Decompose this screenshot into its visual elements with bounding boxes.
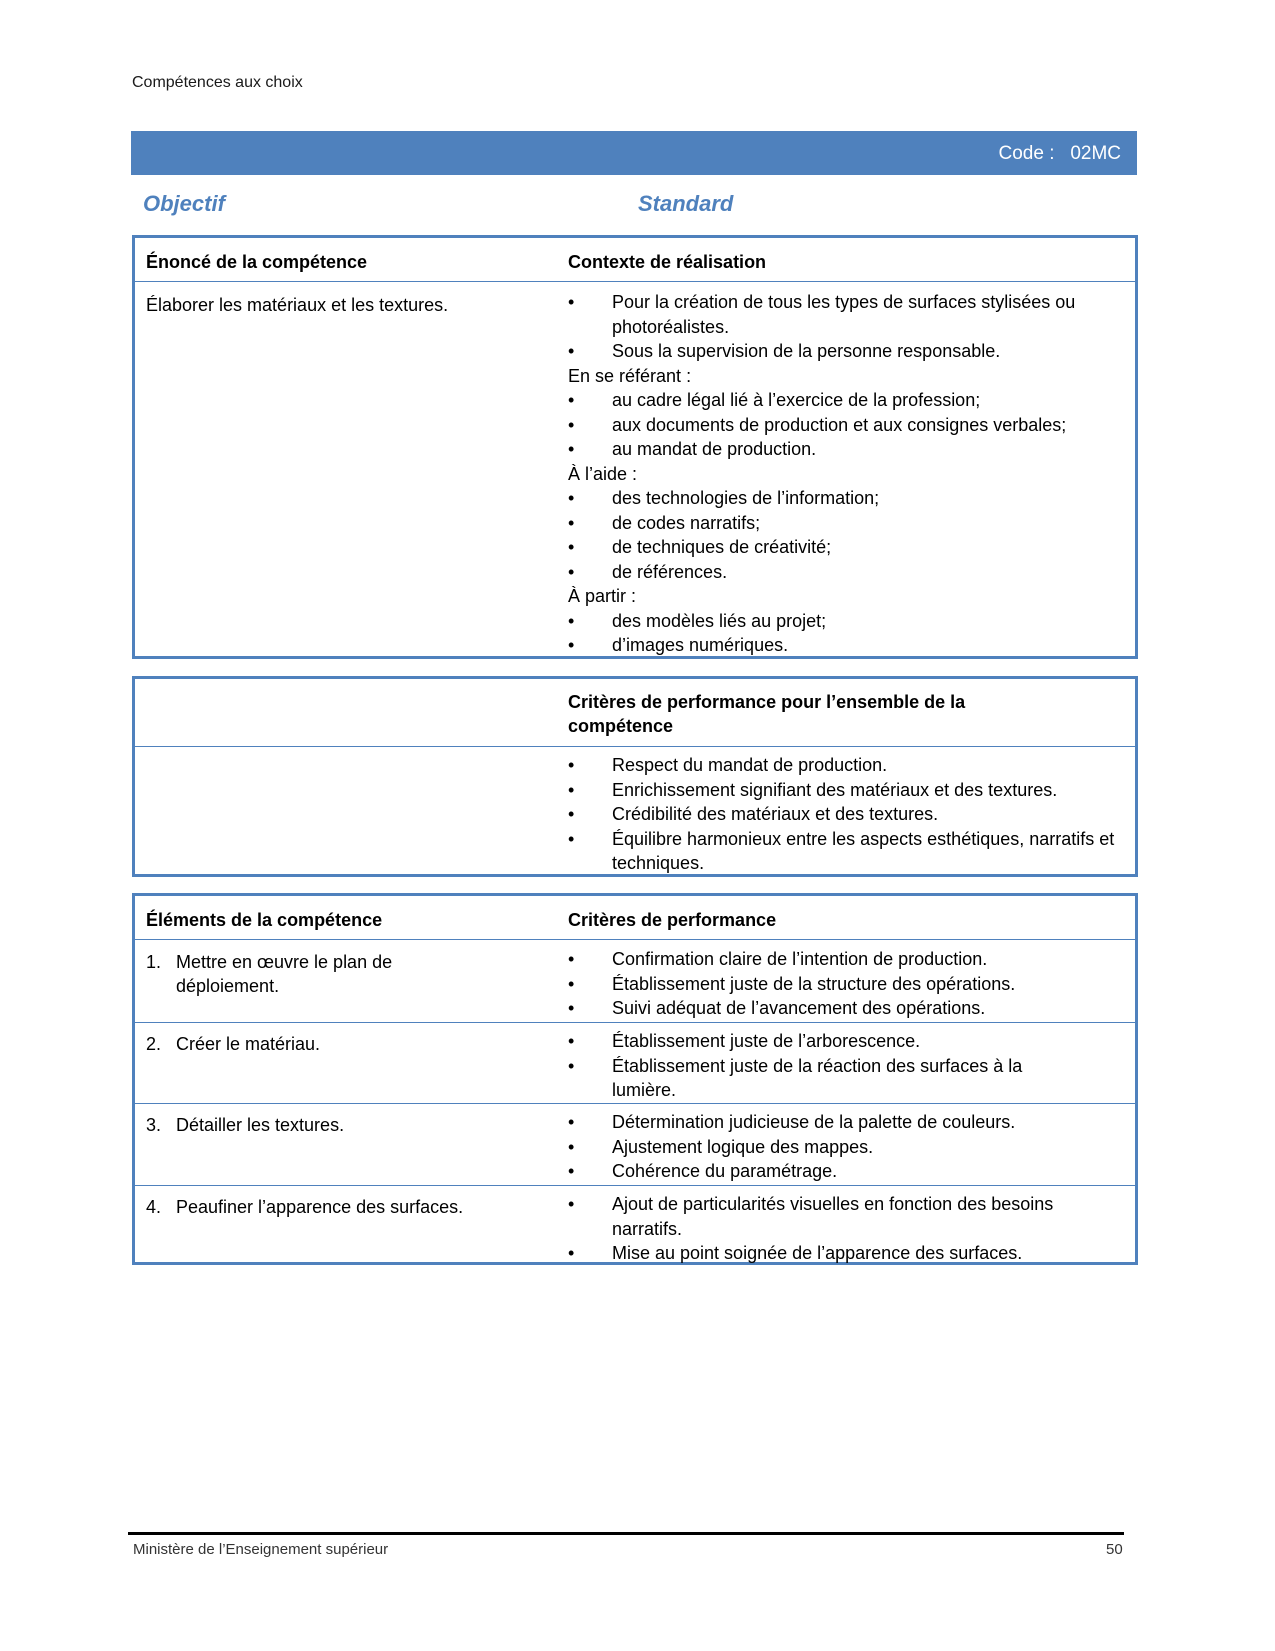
list-item: • Enrichissement signifiant des matériaux et des textures. (568, 778, 1118, 803)
competency-statement: Élaborer les matériaux et les textures. (146, 295, 449, 315)
list-item: • Équilibre harmonieux entre les aspects esthétiques, narratifs et techniques. (568, 827, 1118, 876)
list-item: • des technologies de l’information; (568, 486, 1118, 511)
list-item: • au mandat de production. (568, 437, 1118, 462)
list-item: • Établissement juste de l’arborescence. (568, 1029, 1088, 1054)
context-list (568, 290, 1118, 658)
row-divider (135, 1185, 1135, 1186)
element-4: 4. Peaufiner l’apparence des surfaces. (146, 1197, 464, 1217)
footer-ministry: Ministère de l’Enseignement supérieur (133, 1541, 389, 1558)
list-item: • Établissement juste de la réaction des surfaces à la lumière. (568, 1054, 1088, 1103)
list-item: • Détermination judicieuse de la palette de couleurs. (568, 1110, 1118, 1135)
element-1: 1. Mettre en œuvre le plan de déploiement. (146, 952, 393, 996)
context-header: Contexte de réalisation (568, 252, 767, 272)
list-item: • au cadre légal lié à l’exercice de la profession; (568, 388, 1118, 413)
running-header: Compétences aux choix (132, 74, 303, 91)
list-item: • Crédibilité des matériaux et des textures. (568, 802, 1118, 827)
list-item: • d’images numériques. (568, 633, 1118, 658)
element-4-criteria (568, 1192, 1108, 1266)
list-item: • Sous la supervision de la personne responsable. (568, 339, 1118, 364)
table-divider (135, 281, 1135, 282)
code-bar (131, 131, 1137, 175)
statement-header: Énoncé de la compétence (146, 252, 368, 272)
list-item: • de codes narratifs; (568, 511, 1118, 536)
aids-label: À l’aide : (568, 463, 638, 484)
list-item: • Pour la création de tous les types de surfaces stylisées ou photoréalistes. (568, 290, 1118, 339)
list-item: • Ajustement logique des mappes. (568, 1135, 1118, 1160)
criteria-header: Critères de performance (568, 910, 777, 930)
objective-label: Objectif (143, 191, 225, 216)
row-divider (135, 1022, 1135, 1023)
row-divider (135, 1103, 1135, 1104)
footer-rule (128, 1532, 1124, 1535)
elements-header: Éléments de la compétence (146, 910, 383, 930)
statement-context-table (132, 235, 1138, 659)
list-item: • Établissement juste de la structure des opérations. (568, 972, 1118, 997)
list-item: • Cohérence du paramétrage. (568, 1159, 1118, 1184)
from-label: À partir : (568, 586, 637, 606)
standard-label: Standard (638, 191, 734, 216)
list-item: • Mise au point soignée de l’apparence des surfaces. (568, 1241, 1108, 1266)
list-item: • Confirmation claire de l’intention de production. (568, 947, 1118, 972)
list-item: • de références. (568, 560, 1118, 585)
overall-criteria-header: Critères de performance pour l’ensemble de la compétence (568, 692, 966, 736)
element-3: 3. Détailler les textures. (146, 1115, 345, 1135)
overall-criteria-table (132, 676, 1138, 877)
list-item: • de techniques de créativité; (568, 535, 1118, 560)
page-number: 50 (1106, 1541, 1123, 1558)
table-divider (135, 939, 1135, 940)
list-item: • Respect du mandat de production. (568, 753, 1118, 778)
element-2: 2. Créer le matériau. (146, 1034, 321, 1054)
overall-criteria-list (568, 753, 1118, 876)
element-2-criteria (568, 1029, 1088, 1103)
list-item: • Ajout de particularités visuelles en fonction des besoins narratifs. (568, 1192, 1108, 1241)
elements-criteria-table (132, 893, 1138, 1265)
list-item: • Suivi adéquat de l’avancement des opérations. (568, 996, 1118, 1021)
element-1-criteria (568, 947, 1118, 1021)
list-item: • aux documents de production et aux consignes verbales; (568, 413, 1118, 438)
competency-code: Code : 02MC (998, 143, 1121, 164)
table-divider (135, 746, 1135, 747)
list-item: • des modèles liés au projet; (568, 609, 1118, 634)
element-3-criteria (568, 1110, 1118, 1184)
references-label: En se référant : (568, 365, 692, 386)
